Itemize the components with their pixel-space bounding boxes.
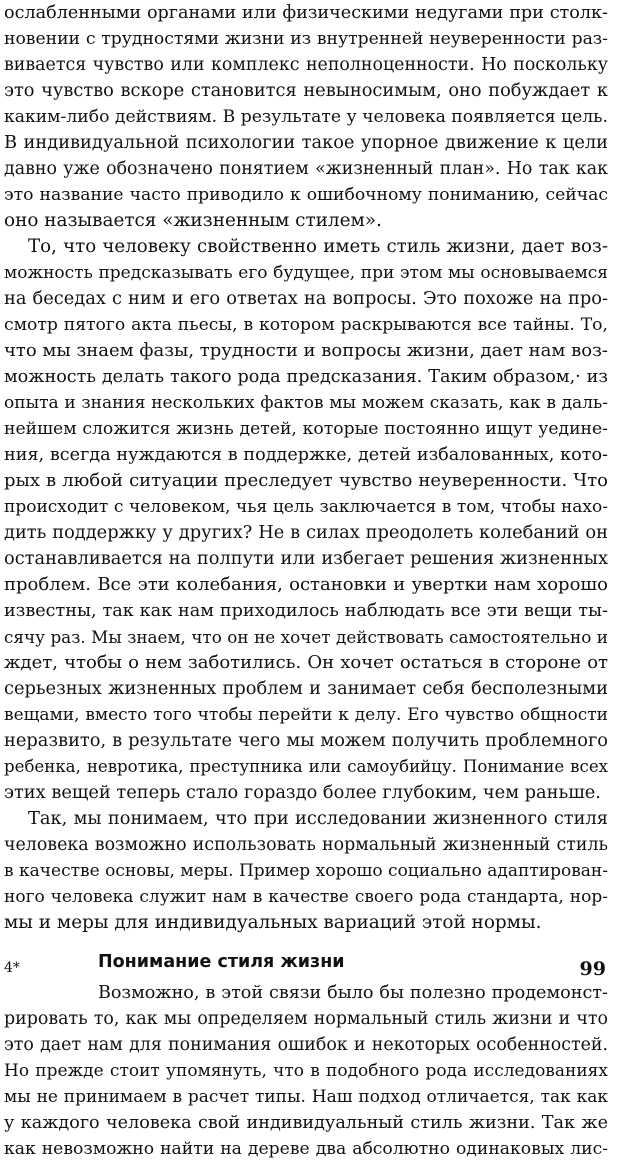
text-line: ребенка, невротика, преступника или самоубийцу. Понимание всех xyxy=(4,757,608,776)
text-line: В индивидуальной психологии такое упорное движение к цели xyxy=(4,132,608,153)
text-line: что мы знаем фазы, трудности и вопросы жизни, дает нам воз- xyxy=(4,340,608,361)
text-line: нейшем сложится жизнь детей, которые постоянно ищут уедине- xyxy=(4,419,608,439)
text-line: рировать то, как мы определяем нормальный стиль жизни и что xyxy=(4,1009,608,1029)
text-line: можность предсказывать его будущее, при этом мы основываемся xyxy=(4,263,608,283)
section-heading: Понимание стиля жизни xyxy=(98,952,345,972)
text-line: ослабленными органами или физическими недугами при столк- xyxy=(4,3,608,23)
text-line: известны, так как нам приходилось наблюдать все эти вещи ты- xyxy=(4,601,608,621)
text-line: это чувство вскоре становится невыносимым, оно побуждает к xyxy=(4,80,608,101)
text-line: опыта и знания нескольких фактов мы можем сказать, как в даль- xyxy=(4,393,608,413)
text-line: останавливается на полпути или избегает решения жизненных xyxy=(4,548,608,569)
text-line: То, что человеку свойственно иметь стиль жизни, дает воз- xyxy=(28,236,608,257)
text-line: сячу раз. Мы знаем, что он не хочет действовать самостоятельно и xyxy=(4,627,608,647)
text-line: новении с трудностями жизни из внутренней неуверенности раз- xyxy=(4,29,608,49)
text-line: ного человека служит нам в качестве своего рода стандарта, нор- xyxy=(4,887,608,907)
page-number: 99 xyxy=(579,958,606,980)
text-line: Возможно, в этой связи было бы полезно продемонст- xyxy=(98,983,608,1003)
text-line: человека возможно использовать нормальный жизненный стиль xyxy=(4,835,608,855)
book-page xyxy=(4,0,612,1159)
text-line: как невозможно найти на дереве два абсолютно одинаковых лис- xyxy=(4,1139,608,1159)
text-line: мы не принимаем в расчет типы. Наш подход отличается, так как xyxy=(4,1087,608,1107)
text-line: Так, мы понимаем, что при исследовании жизненного стиля xyxy=(28,808,608,829)
text-line: на беседах с ним и его ответах на вопросы. Это похоже на про- xyxy=(4,288,608,309)
text-line: вивается чувство или комплекс неполноценности. Но поскольку xyxy=(4,55,608,75)
text-line: серьезных жизненных проблем и занимает себя бесполезными xyxy=(4,678,608,699)
text-line: вещами, вместо того чтобы перейти к делу. Его чувство общности xyxy=(4,705,608,725)
printer-signature: 4* xyxy=(4,960,20,976)
body-text xyxy=(4,0,608,1162)
text-line: оно называется «жизненным стилем». xyxy=(4,210,382,231)
text-line: давно уже обозначено понятием «жизненный план». Но так как xyxy=(4,159,608,179)
text-line: каким-либо действиям. В результате у человека появляется цель. xyxy=(4,107,608,127)
text-line: это дает нам для понимания ошибок и некоторых особенностей. xyxy=(4,1035,608,1055)
text-line: неразвито, в результате чего мы можем получить проблемного xyxy=(4,730,608,751)
text-line: дить поддержку у других? Не в силах преодолеть колебаний он xyxy=(4,522,608,543)
text-line: мы и меры для индивидуальных вариаций этой нормы. xyxy=(4,912,542,933)
text-line: можность делать такого рода предсказания. Таким образом,· из xyxy=(4,367,608,387)
text-line: этих вещей теперь стало гораздо более глубоким, чем раньше. xyxy=(4,782,601,803)
text-line: это название часто приводило к ошибочному пониманию, сейчас xyxy=(4,185,608,205)
text-line: у каждого человека свой индивидуальный стиль жизни. Так же xyxy=(4,1113,608,1133)
text-line: ждет, чтобы о нем заботились. Он хочет остаться в стороне от xyxy=(4,652,608,673)
text-line: рых в любой ситуации преследует чувство неуверенности. Что xyxy=(4,470,608,491)
text-line: Но прежде стоит упомянуть, что в подобного рода исследованиях xyxy=(4,1061,608,1081)
text-line: в качестве основы, меры. Пример хорошо социально адаптирован- xyxy=(4,861,608,881)
text-line: происходит с человеком, чья цель заключается в том, чтобы нахо- xyxy=(4,497,608,517)
text-line: ния, всегда нуждаются в поддержке, детей избалованных, кото- xyxy=(4,445,608,465)
text-line: проблем. Все эти колебания, остановки и увертки нам хорошо xyxy=(4,574,608,595)
text-line: смотр пятого акта пьесы, в котором раскрываются все тайны. То, xyxy=(4,315,608,335)
